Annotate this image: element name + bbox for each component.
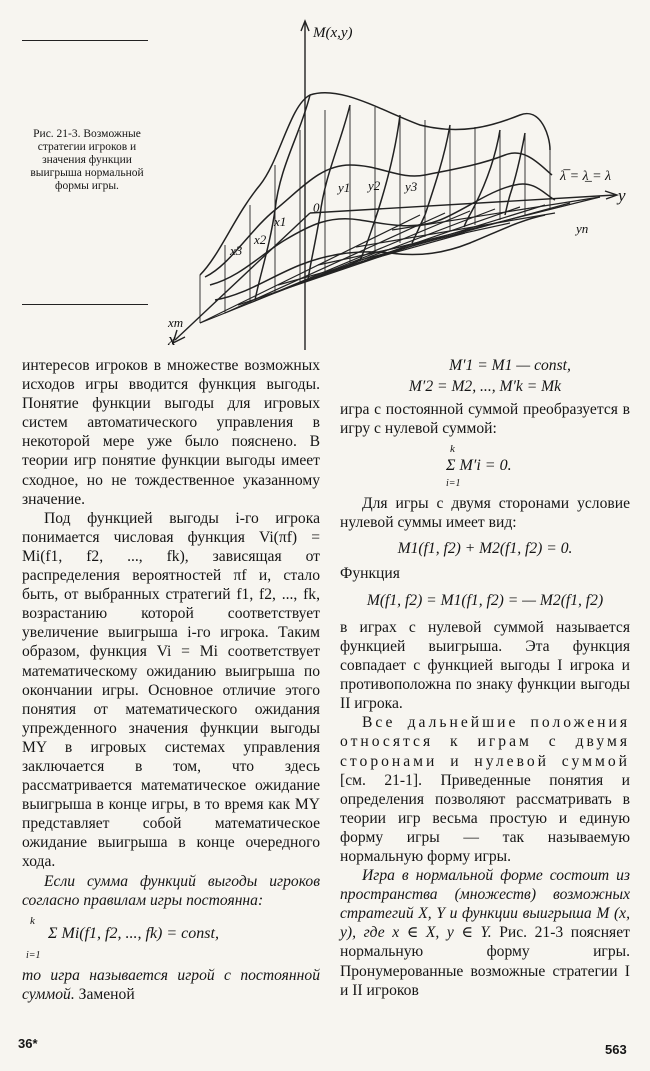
- payoff-surface-figure: [160, 15, 640, 350]
- x-axis: [175, 213, 310, 340]
- constant-sum-definition: то игра называется игрой с постоянной суммой.: [22, 966, 320, 1003]
- surface-mesh: [200, 93, 555, 300]
- const-sum-equation: [22, 914, 320, 961]
- left-paragraph-3: Если сумма функций выгоды игроков согласно правилам игры постоянна:: [22, 872, 320, 909]
- m-axis-label: M(x,y): [313, 25, 353, 41]
- zero-sum-formula: Σ M′i = 0.: [446, 457, 512, 475]
- page-number: 563: [605, 1042, 627, 1057]
- yn-label: yn: [576, 221, 589, 236]
- x-axis-label: x: [168, 330, 176, 349]
- caption-rule-bottom: [22, 304, 148, 305]
- figure-caption: Рис. 21-3. Возможные стратегии игроков и значения функции выигрыша нормальной формы игры.: [30, 128, 144, 192]
- left-paragraph-2: Под функцией выгоды i-го игрока понимается числовая функция Vi(πf) = Mi(f1, f2, ..., fk), зависящая от распределения вероятностей πf и, стало быть, от выбранных стратегий f1, f2, ..., fk, возрастанию которой соответствует увеличение выигрыша i-го игрока. Таким образом, функция Vi = Mi соответствует математическому ожиданию выигрыша по окончании игры. Основное отличие этого понятия от математического ожидания упрежденного значения функции выгоды MY в игровых системах управления заключается в том, что здесь рассматривается математическое ожидание выигрыша в конце игры, в то время как MY представляет собой математическое ожидание выигрыша в конце очередного хода.: [22, 509, 320, 871]
- x1-label: x1: [274, 214, 287, 229]
- equation-4: M1(f1, f2) + M2(f1, f2) = 0.: [397, 539, 573, 557]
- y-axis-label: y: [618, 186, 626, 205]
- lambda-equation: λ̅ = λ̲ = λ: [560, 169, 612, 184]
- equation-5: M(f1, f2) = M1(f1, f2) = — M2(f1, f2): [366, 591, 604, 609]
- drop-lines: [200, 105, 550, 323]
- zero-sum-upper: k: [450, 443, 455, 456]
- x3-label: x3: [230, 243, 243, 258]
- y3-label: y3: [405, 179, 418, 194]
- signature-mark: 36*: [18, 1036, 38, 1051]
- x2-label: x2: [254, 232, 267, 247]
- const-sum-formula: Σ Mi(f1, f2, ..., fk) = const,: [48, 924, 219, 942]
- right-paragraph-5-spaced: Все дальнейшие положения относятся к играм с двумя сторонами и нулевой суммой: [340, 714, 630, 770]
- equation-2: M′2 = M2, ..., M′k = Mk: [408, 378, 562, 396]
- right-paragraph-6-tail: Рис. 21-3 поясняет нормальную форму игры. Пронумерованные возможные стратегии I и II игроков: [340, 924, 630, 999]
- right-paragraph-2: Для игры с двумя сторонами условие нулевой суммы имеет вид:: [340, 495, 630, 532]
- y2-label: y2: [368, 178, 381, 193]
- zero-sum-equation: [340, 444, 630, 488]
- right-paragraph-5-tail: [см. 21-1]. Приведенные понятия и определения позволяют рассматривать в теории игр весьма простую и единую форму игры — так называемую нормальную форму игры.: [340, 771, 630, 865]
- right-paragraph-4: в играх с нулевой суммой называется функцией выигрыша. Эта функция совпадает с функцией выгоды I игрока и противоположна по знаку функции выгоды II игрока.: [340, 618, 630, 713]
- left-paragraph-4-tail: Заменой: [78, 985, 135, 1003]
- left-column: [22, 356, 320, 1004]
- equation-1: M′1 = M1 — const,: [449, 357, 571, 374]
- caption-rule-top: [22, 40, 148, 41]
- normal-form-definition: Игра в нормальной форме состоит из пространства (множеств) возможных стратегий X, Y и функции выигрыша M (x, y), где x ∈ X, y ∈ Y.: [340, 867, 630, 942]
- sum-lower: i=1: [26, 949, 41, 961]
- origin-label: 0: [313, 200, 320, 215]
- left-paragraph-1: интересов игроков в множестве возможных исходов игры вводится функция выгоды. Понятие функции выгоды для игровых систем автоматического управления в некоторой мере уже было пояснено. В теории игр понятие функции выгоды имеет сходное, но не тождественное указанному значение.: [22, 357, 320, 508]
- sum-upper: k: [30, 914, 35, 927]
- right-paragraph-1: игра с постоянной суммой преобразуется в игру с нулевой суммой:: [340, 401, 630, 438]
- y-axis: [310, 195, 615, 213]
- right-paragraph-3: Функция: [340, 564, 400, 582]
- y1-label: y1: [338, 180, 351, 195]
- right-column: [340, 356, 630, 1000]
- zero-sum-lower: i=1: [446, 478, 461, 490]
- xm-label: xm: [168, 315, 184, 330]
